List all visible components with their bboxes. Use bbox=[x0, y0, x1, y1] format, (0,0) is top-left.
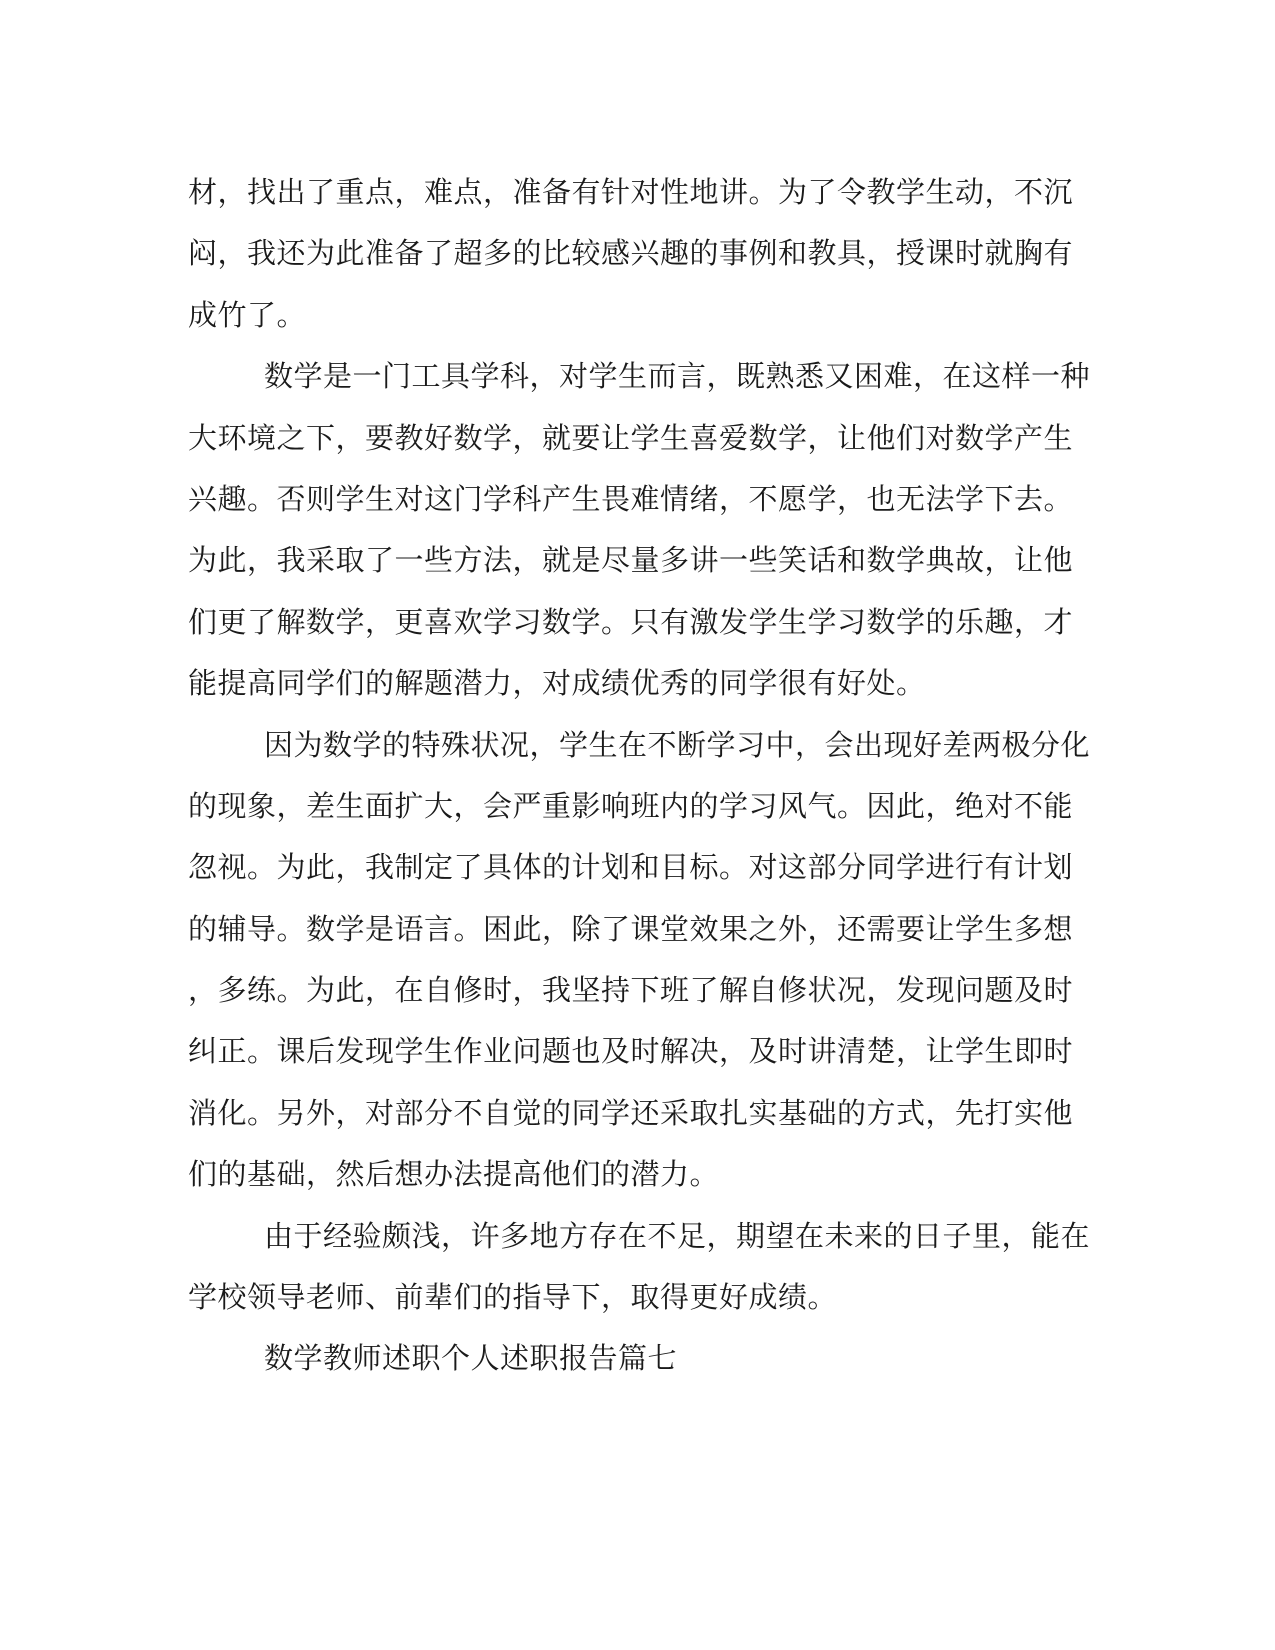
text-line: 能提高同学们的解题潜力，对成绩优秀的同学很有好处。 bbox=[188, 666, 926, 701]
text-line: 材，找出了重点，难点，准备有针对性地讲。为了令教学生动，不沉 bbox=[188, 175, 1074, 209]
section-heading: 数学教师述职个人述职报告篇七 bbox=[264, 1341, 678, 1376]
text-line: 纠正。课后发现学生作业问题也及时解决，及时讲清楚，让学生即时 bbox=[188, 1034, 1074, 1069]
text-line: 忽视。为此，我制定了具体的计划和目标。对这部分同学进行有计划 bbox=[188, 850, 1074, 885]
paragraph-first-line: 数学是一门工具学科，对学生而言，既熟悉又困难，在这样一种 bbox=[264, 359, 1091, 394]
paragraph-first-line: 由于经验颇浅，许多地方存在不足，期望在未来的日子里，能在 bbox=[264, 1218, 1091, 1253]
text-line: 的辅导。数学是语言。困此，除了课堂效果之外，还需要让学生多想 bbox=[188, 911, 1074, 946]
document-body bbox=[188, 162, 1091, 1390]
text-line: 学校领导老师、前辈们的指导下，取得更好成绩。 bbox=[188, 1280, 838, 1315]
paragraph-first-line: 因为数学的特殊状况，学生在不断学习中，会出现好差两极分化 bbox=[264, 727, 1091, 762]
text-line: 成竹了。 bbox=[188, 297, 307, 332]
text-line: 们更了解数学，更喜欢学习数学。只有激发学生学习数学的乐趣，才 bbox=[188, 604, 1074, 639]
text-line: 闷，我还为此准备了超多的比较感兴趣的事例和教具，授课时就胸有 bbox=[188, 236, 1074, 271]
text-line: ，多练。为此，在自修时，我坚持下班了解自修状况，发现问题及时 bbox=[188, 973, 1074, 1008]
text-line: 们的基础，然后想办法提高他们的潜力。 bbox=[188, 1157, 720, 1192]
text-line: 兴趣。否则学生对这门学科产生畏难情绪，不愿学，也无法学下去。 bbox=[188, 481, 1074, 516]
text-line: 大环境之下，要教好数学，就要让学生喜爱数学，让他们对数学产生 bbox=[188, 420, 1074, 455]
text-line: 为此，我采取了一些方法，就是尽量多讲一些笑话和数学典故，让他 bbox=[188, 543, 1074, 578]
text-line: 的现象，差生面扩大，会严重影响班内的学习风气。因此，绝对不能 bbox=[188, 788, 1074, 823]
text-line: 消化。另外，对部分不自觉的同学还采取扎实基础的方式，先打实他 bbox=[188, 1095, 1074, 1130]
